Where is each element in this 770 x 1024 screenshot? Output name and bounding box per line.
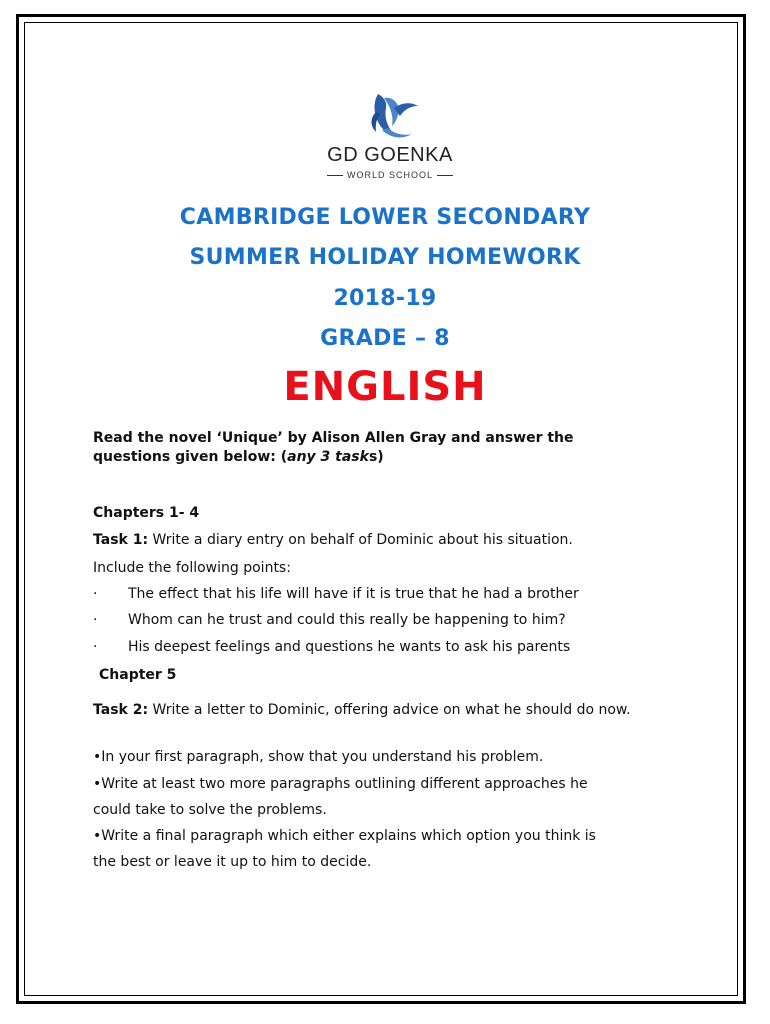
bullet-point: The effect that his life will have if it is true that he had a brother <box>128 586 579 602</box>
intro-emphasis: any 3 task <box>287 449 369 465</box>
bullet-marker: · <box>93 612 98 628</box>
task-2-line: •Write a final paragraph which either explains which option you think is <box>93 828 596 844</box>
task-1-label: Task 1: <box>93 532 149 548</box>
bird-emblem-icon <box>320 88 460 144</box>
task-2-line: •Write at least two more paragraphs outlining different approaches he <box>93 776 588 792</box>
bullet-marker: · <box>93 586 98 602</box>
task-2-label: Task 2: <box>93 702 149 718</box>
logo-subtitle <box>320 170 460 180</box>
task-1-text: Write a diary entry on behalf of Dominic about his situation. <box>148 532 573 548</box>
grade-heading: GRADE – 8 <box>320 326 450 351</box>
task-1 <box>93 531 683 549</box>
include-points-label: Include the following points: <box>93 560 291 576</box>
logo-wordmark: GD GOENKA <box>327 144 453 166</box>
task-2-text: Write a letter to Dominic, offering advice on what he should do now. <box>148 702 631 718</box>
task-2-line: the best or leave it up to him to decide. <box>93 854 372 870</box>
task-2-line: •In your first paragraph, show that you understand his problem. <box>93 749 544 765</box>
chapter-5-heading: Chapter 5 <box>99 667 177 683</box>
year-heading: 2018-19 <box>333 286 437 311</box>
task-2 <box>93 701 663 719</box>
subject-title: ENGLISH <box>283 364 487 410</box>
bullet-marker: · <box>93 639 98 655</box>
chapters-1-4-heading: Chapters 1- 4 <box>93 505 200 521</box>
bullet-point: His deepest feelings and questions he wants to ask his parents <box>128 639 571 655</box>
logo-subtitle-text: WORLD SCHOOL <box>346 170 433 180</box>
program-heading: CAMBRIDGE LOWER SECONDARY <box>179 205 591 230</box>
bullet-point: Whom can he trust and could this really be happening to him? <box>128 612 566 628</box>
task-2-line: could take to solve the problems. <box>93 802 327 818</box>
homework-heading: SUMMER HOLIDAY HOMEWORK <box>189 245 581 270</box>
intro-end: s) <box>368 449 384 465</box>
intro-text: Read the novel ‘Unique’ by Alison Allen Gray and answer the questions given below: ( <box>93 430 574 465</box>
intro-instructions <box>93 429 653 467</box>
school-logo <box>320 88 460 188</box>
